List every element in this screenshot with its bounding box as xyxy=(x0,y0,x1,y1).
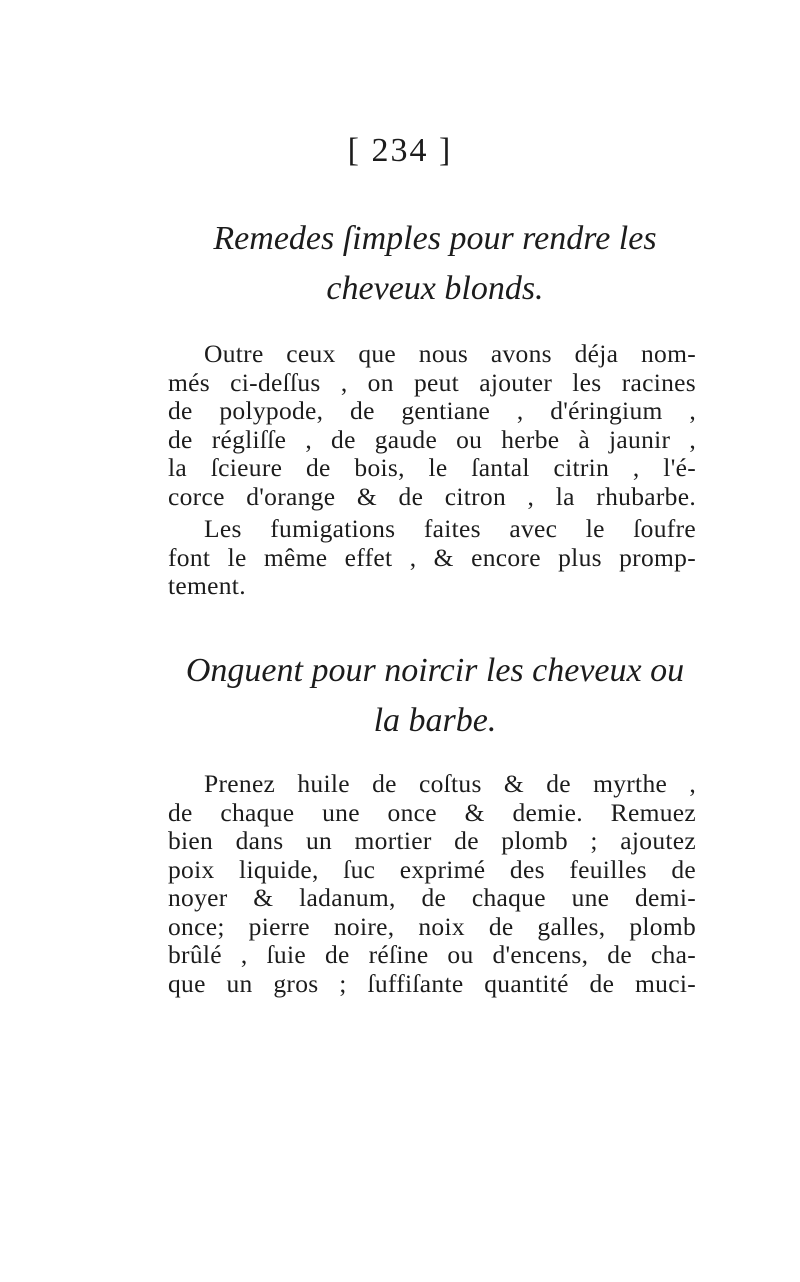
text-line: noyer & ladanum, de chaque une demi- xyxy=(168,883,696,912)
heading-line: Onguent pour noircir les cheveux ou xyxy=(185,652,685,689)
text-line: font le même effet , & encore plus promp- xyxy=(168,542,696,572)
text-line: brûlé , ſuie de réſine ou d'encens, de cha- xyxy=(168,940,696,969)
paragraph-remedies xyxy=(168,340,696,511)
text-line: Outre ceux que nous avons déja nom- xyxy=(204,339,696,368)
text-line: la ſcieure de bois, le ſantal citrin , l'é- xyxy=(168,453,696,482)
text-line: que un gros ; ſuffiſante quantité de muci- xyxy=(168,968,696,998)
heading-line: cheveux blonds. xyxy=(326,270,544,307)
page-number: [ 234 ] xyxy=(347,132,453,169)
text-line: poix liquide, ſuc exprimé des feuilles de xyxy=(168,854,696,884)
paragraph-ointment-recipe xyxy=(168,770,696,998)
text-line: de chaque une once & demie. Remuez xyxy=(168,797,696,827)
heading-line: Remedes ſimples pour rendre les xyxy=(213,220,657,257)
section-heading-blond-hair xyxy=(160,214,710,314)
text-line: de régliſſe , de gaude ou herbe à jaunir , xyxy=(168,424,696,454)
paragraph-fumigations xyxy=(168,515,696,601)
text-line: once; pierre noire, noix de galles, plomb xyxy=(168,911,696,941)
text-line: tement. xyxy=(168,571,246,600)
text-line: de polypode, de gentiane , d'éringium , xyxy=(168,396,696,425)
section-heading-black-hair-ointment xyxy=(160,646,710,746)
heading-line: la barbe. xyxy=(373,702,497,739)
text-line: Prenez huile de coſtus & de myrthe , xyxy=(204,769,696,798)
text-line: bien dans un mortier de plomb ; ajoutez xyxy=(168,826,696,855)
text-line: Les fumigations faites avec le ſoufre xyxy=(204,514,696,543)
text-line: més ci-deſſus , on peut ajouter les racines xyxy=(168,367,696,397)
text-line: corce d'orange & de citron , la rhubarbe. xyxy=(168,481,696,511)
